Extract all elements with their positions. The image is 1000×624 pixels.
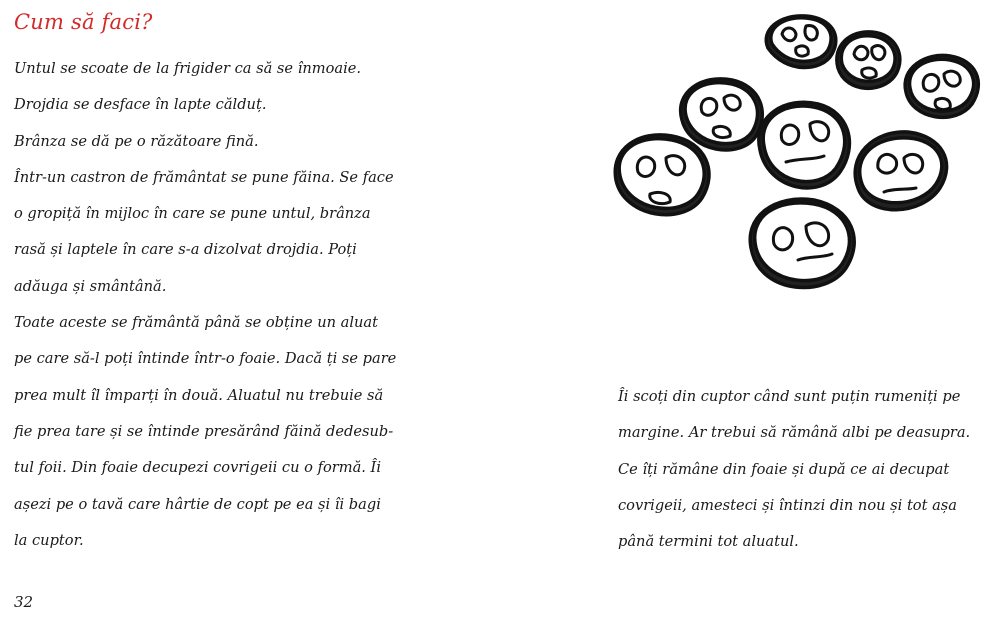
text-line: până termini tot aluatul. [618,533,799,551]
text-line: pe care să-l poți întinde într-o foaie. Dacă ți se pare [14,350,397,368]
cookie-3 [905,55,978,117]
text-line: o gropiță în mijloc în care se pune untul, brânza [14,205,371,223]
cookie-1 [766,16,836,68]
text-line: Ce îți rămâne din foaie și după ce ai decupat [618,460,950,478]
text-line: Drojdia se desface în lapte călduț. [14,96,267,114]
text-line: la cuptor. [14,531,84,549]
text-line: așezi pe o tavă care hârtie de copt pe ea și îi bagi [14,495,381,513]
text-line: fie prea tare și se întinde presărând făină dedesub- [14,422,394,440]
text-line: prea mult îl împarți în două. Aluatul nu trebuie să [14,386,384,404]
cookie-8 [750,199,854,288]
text-line: rasă și laptele în care s-a dizolvat drojdia. Poți [14,241,357,259]
text-line: Într-un castron de frământat se pune făina. Se face [14,168,394,186]
right-page [500,0,1000,624]
cookie-4 [681,79,763,150]
instructions-text [14,56,414,564]
text-line: covrigeii, amesteci și întinzi din nou și tot așa [618,496,957,514]
instructions-text-continued [618,384,998,565]
text-line: tul foii. Din foaie decupezi covrigeii cu o formă. Îi [14,459,381,477]
cookie-2 [837,32,900,88]
text-line: Toate aceste se frământă până se obține un aluat [14,314,379,332]
text-line: Îi scoți din cuptor când sunt puțin rumeniți pe [618,388,961,405]
covrigei-illustration [610,12,990,302]
cookie-5 [759,102,850,188]
text-line: margine. Ar trebui să rămână albi pe deasupra. [618,424,971,442]
cookie-6 [855,132,946,210]
cookie-7 [615,135,709,215]
text-line: Brânza se dă pe o răzătoare fină. [14,132,259,150]
section-heading: Cum să faci? [14,10,153,34]
text-line: adăuga și smântână. [14,277,167,295]
text-line: Untul se scoate de la frigider ca să se înmoaie. [14,60,362,77]
page-number: 32 [14,593,34,611]
